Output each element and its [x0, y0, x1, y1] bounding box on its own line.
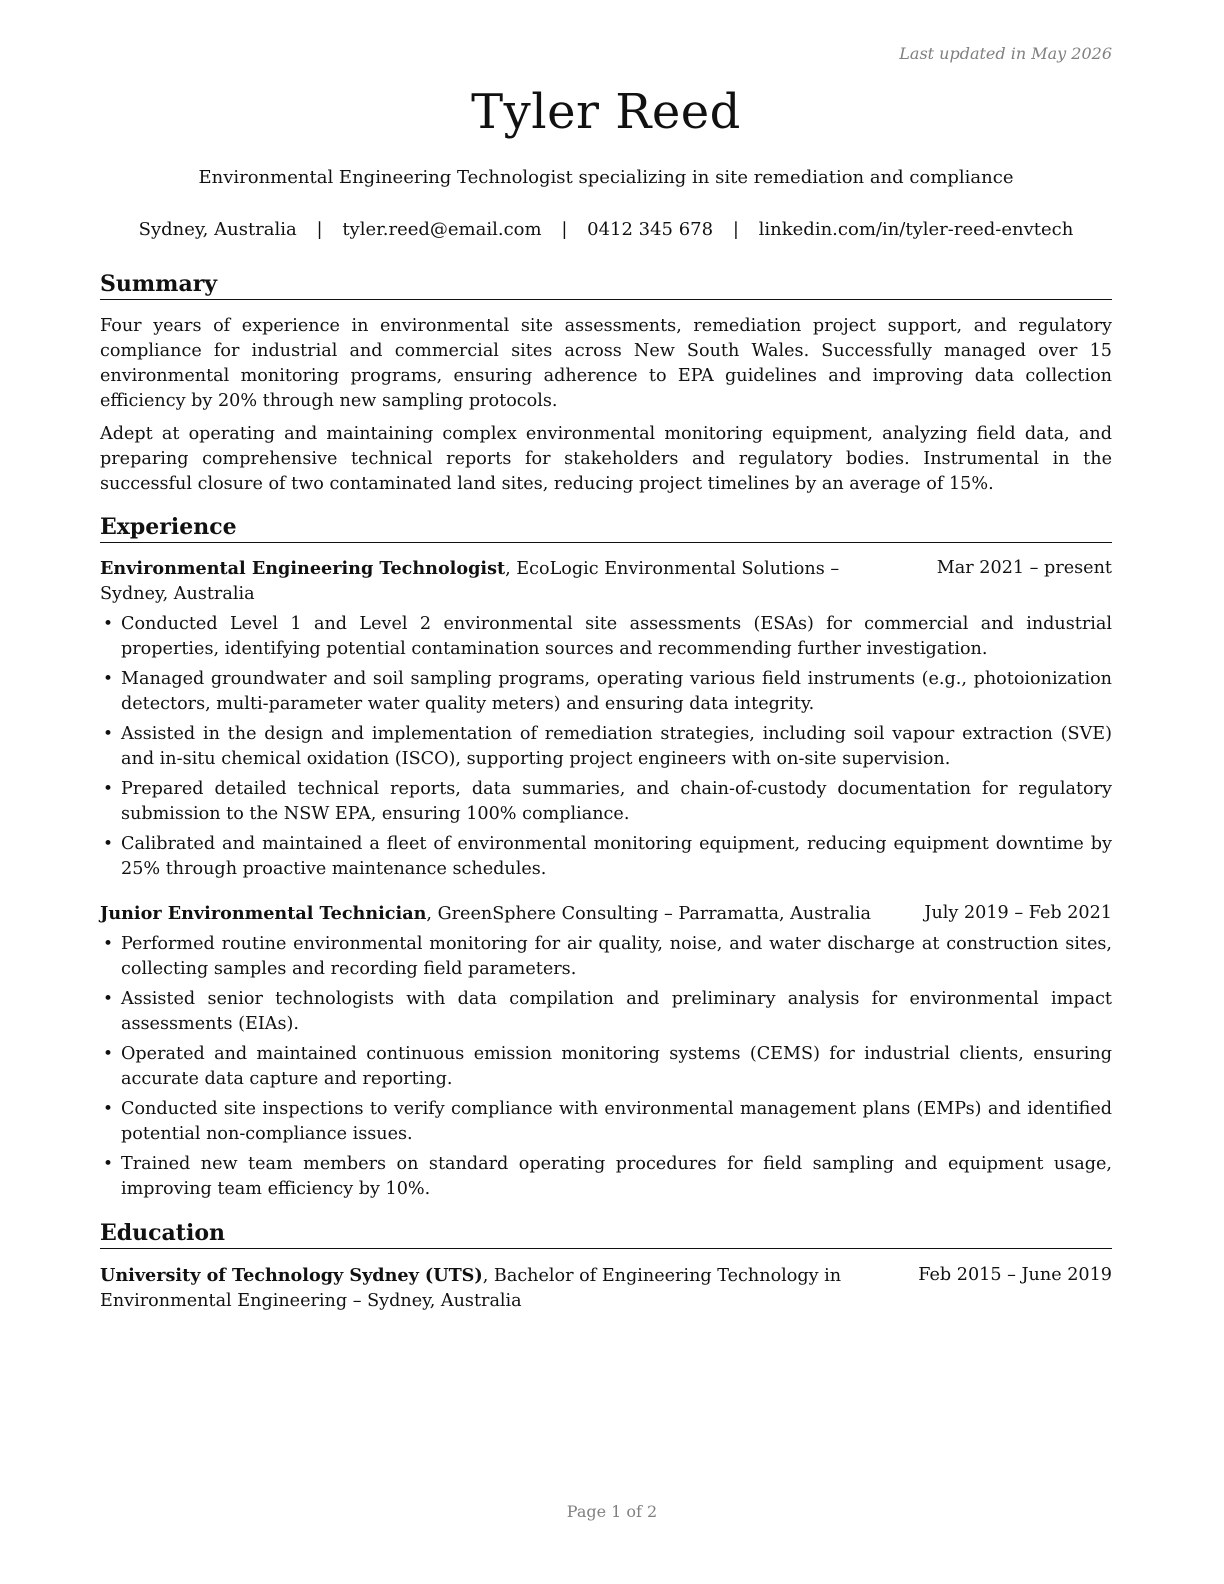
education-section: [100, 1219, 1112, 1314]
bullet-icon: •: [103, 614, 114, 634]
bullet-icon: •: [103, 989, 114, 1009]
headline: Environmental Engineering Technologist specializing in site remediation and compliance: [198, 167, 1014, 188]
contact-separator: |: [732, 219, 739, 240]
summary-section: [100, 270, 1112, 497]
job-entry: [100, 901, 1112, 1202]
education-title-line: [100, 1263, 890, 1314]
bullet-text: Operated and maintained continuous emission monitoring systems (CEMS) for industrial clients, ensuring accurate data capture and reporting.: [121, 1044, 1112, 1089]
list-item: [100, 612, 1112, 662]
bullet-icon: •: [103, 724, 114, 744]
list-item: [100, 667, 1112, 717]
list-item: [100, 1097, 1112, 1147]
bullet-text: Performed routine environmental monitoring for air quality, noise, and water discharge at construction sites, collecting samples and recording field parameters.: [121, 934, 1112, 979]
job-header: [100, 556, 1112, 607]
section-title-summary: Summary: [100, 270, 1112, 300]
contact-line: [100, 219, 1112, 240]
bullet-text: Calibrated and maintained a fleet of environmental monitoring equipment, reducing equipment downtime by 25% through proactive maintenance schedules.: [121, 834, 1112, 879]
list-item: [100, 1042, 1112, 1092]
contact-phone: 0412 345 678: [587, 219, 714, 240]
bullet-text: Trained new team members on standard operating procedures for field sampling and equipment usage, improving team efficiency by 10%.: [121, 1154, 1112, 1199]
job-dates: July 2019 – Feb 2021: [924, 903, 1112, 923]
list-item: [100, 777, 1112, 827]
job-role: Junior Environmental Technician: [100, 903, 427, 924]
bullet-text: Conducted Level 1 and Level 2 environmental site assessments (ESAs) for commercial and industrial properties, identifying potential contamination sources and recommending further investigation.: [121, 614, 1112, 659]
contact-separator: |: [561, 219, 568, 240]
contact-separator: |: [316, 219, 323, 240]
list-item: [100, 932, 1112, 982]
bullet-icon: •: [103, 1154, 114, 1174]
candidate-name: Tyler Reed: [471, 84, 741, 140]
last-updated: Last updated in May 2026: [899, 44, 1112, 63]
list-item: [100, 987, 1112, 1037]
bullet-icon: •: [103, 834, 114, 854]
bullet-text: Conducted site inspections to verify compliance with environmental management plans (EMPs) and identified potential non-compliance issues.: [121, 1099, 1112, 1144]
job-dates: Mar 2021 – present: [936, 558, 1112, 578]
job-title-line: [100, 901, 890, 927]
summary-paragraph: Adept at operating and maintaining complex environmental monitoring equipment, analyzing field data, and preparing comprehensive technical reports for stakeholders and regulatory bodies. Instrumental in the successful closure of two contaminated land sites, reducing project timelines by an average of 15%.: [100, 424, 1112, 494]
bullet-text: Prepared detailed technical reports, data summaries, and chain-of-custody documentation for regulatory submission to the NSW EPA, ensuring 100% compliance.: [121, 779, 1112, 824]
job-company: , GreenSphere Consulting – Parramatta, Australia: [426, 904, 871, 924]
contact-linkedin[interactable]: linkedin.com/in/tyler-reed-envtech: [758, 219, 1074, 240]
education-dates: Feb 2015 – June 2019: [918, 1265, 1112, 1285]
list-item: [100, 722, 1112, 772]
list-item: [100, 832, 1112, 882]
bullet-icon: •: [103, 669, 114, 689]
education-school: University of Technology Sydney (UTS): [100, 1265, 483, 1286]
education-entry: [100, 1263, 1112, 1314]
section-title-education: Education: [100, 1219, 1112, 1249]
job-role: Environmental Engineering Technologist: [100, 558, 506, 579]
bullet-icon: •: [103, 1044, 114, 1064]
job-bullets: [100, 932, 1112, 1202]
list-item: [100, 1152, 1112, 1202]
bullet-icon: •: [103, 1099, 114, 1119]
job-bullets: [100, 612, 1112, 882]
job-title-line: [100, 556, 890, 607]
experience-section: [100, 513, 1112, 1207]
bullet-text: Assisted senior technologists with data compilation and preliminary analysis for environmental impact assessments (EIAs).: [121, 989, 1112, 1034]
summary-paragraph: Four years of experience in environmental site assessments, remediation project support, and regulatory compliance for industrial and commercial sites across New South Wales. Successfully managed over 15 environmental monitoring programs, ensuring adherence to EPA guidelines and improving data collection efficiency by 20% through new sampling protocols.: [100, 316, 1112, 411]
job-header: [100, 901, 1112, 927]
section-title-experience: Experience: [100, 513, 1112, 543]
job-company: , EcoLogic Environmental Solutions – Sydney, Australia: [100, 559, 840, 604]
contact-email[interactable]: tyler.reed@email.com: [342, 219, 542, 240]
job-entry: [100, 556, 1112, 882]
bullet-icon: •: [103, 934, 114, 954]
page-number: Page 1 of 2: [566, 1502, 658, 1521]
contact-location: Sydney, Australia: [138, 219, 297, 240]
bullet-text: Managed groundwater and soil sampling programs, operating various field instruments (e.g., photoionization detectors, multi-parameter water quality meters) and ensuring data integrity.: [121, 669, 1112, 714]
bullet-icon: •: [103, 779, 114, 799]
bullet-text: Assisted in the design and implementation of remediation strategies, including soil vapour extraction (SVE) and in-situ chemical oxidation (ISCO), supporting project engineers with on-site supervision.: [121, 724, 1112, 769]
education-detail: , Bachelor of Engineering Technology in Environmental Engineering – Sydney, Australia: [100, 1266, 842, 1311]
